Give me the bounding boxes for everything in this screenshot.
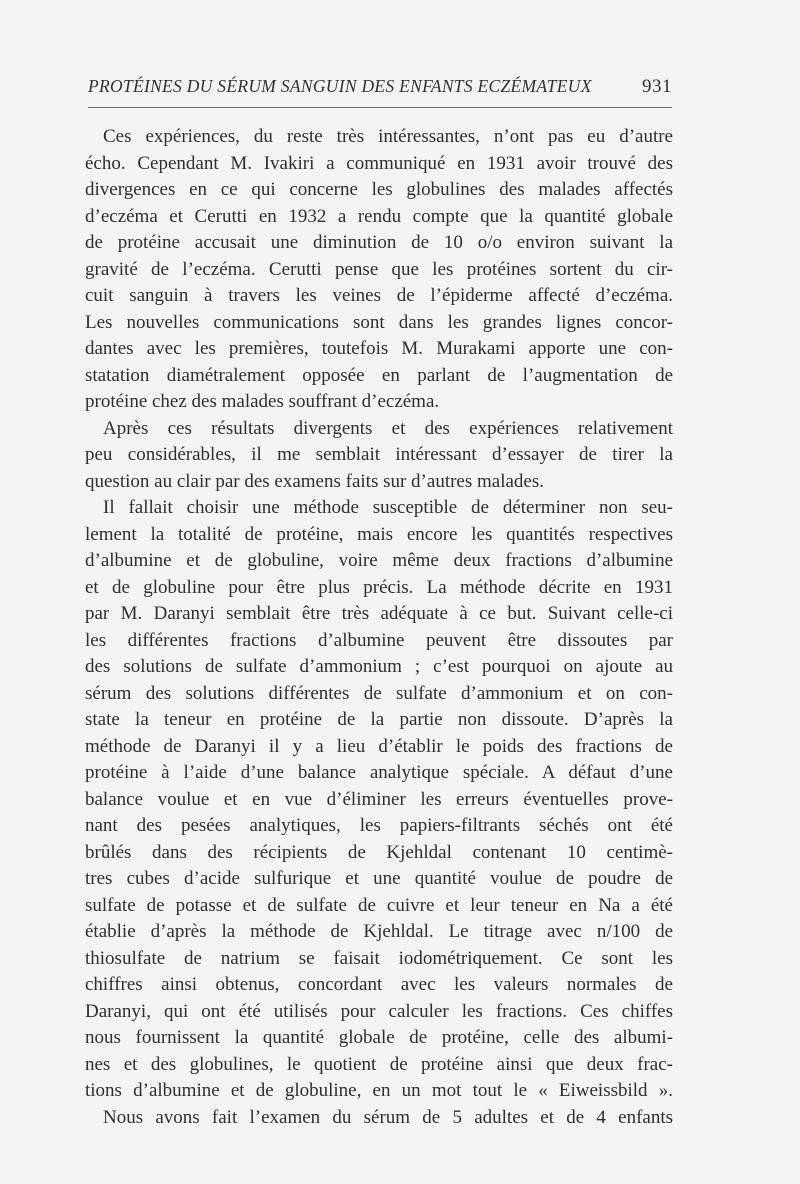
header-rule [88,107,672,108]
text-line: Il fallait choisir une méthode susceptible de déterminer non seu- [103,497,673,518]
running-head [88,76,672,106]
text-line: thiosulfate de natrium se faisait iodométriquement. Ce sont les [85,947,673,969]
text-line: nous fournissent la quantité globale de protéine, celle des albumi- [85,1027,673,1048]
text-line: chiffres ainsi obtenus, concordant avec les valeurs normales de [85,974,673,995]
text-line: d’eczéma et Cerutti en 1932 a rendu compte que la quantité globale [85,205,673,227]
body-text [85,124,673,1131]
text-line: tions d’albumine et de globuline, en un mot tout le « Eiweissbild ». [85,1080,673,1101]
text-line: de protéine accusait une diminution de 10 o/o environ suivant la [85,232,673,253]
text-line: state la teneur en protéine de la partie non dissoute. D’après la [85,709,673,730]
text-line: Après ces résultats divergents et des expériences relativement [103,417,673,439]
text-line: Nous avons fait l’examen du sérum de 5 adultes et de 4 enfants [103,1106,673,1128]
text-line: les différentes fractions d’albumine peuvent être dissoutes par [85,629,673,651]
text-line: et de globuline pour être plus précis. La méthode décrite en 1931 [85,576,673,598]
text-line: nes et des globulines, le quotient de protéine ainsi que deux frac- [85,1053,673,1075]
text-line: divergences en ce qui concerne les globulines des malades affectés [85,179,673,200]
text-line: question au clair par des examens faits sur d’autres malades. [85,470,545,492]
text-line: protéine à l’aide d’une balance analytique spéciale. A défaut d’une [85,762,673,783]
text-line: cuit sanguin à travers les veines de l’épiderme affecté d’eczéma. [85,285,673,306]
text-line: méthode de Daranyi il y a lieu d’établir le poids des fractions de [85,735,673,757]
text-line: statation diamétralement opposée en parlant de l’augmentation de [85,364,673,386]
text-line: nant des pesées analytiques, les papiers-filtrants séchés ont été [85,815,673,836]
page-number: 931 [642,76,672,97]
text-line: établie d’après la méthode de Kjehldal. Le titrage avec n/100 de [85,921,673,942]
text-line: peu considérables, il me semblait intéressant d’essayer de tirer la [85,444,673,465]
text-line: balance voulue et en vue d’éliminer les erreurs éventuelles prove- [85,788,673,810]
text-line: des solutions de sulfate d’ammonium ; c’est pourquoi on ajoute au [85,656,673,677]
text-line: écho. Cependant M. Ivakiri a communiqué en 1931 avoir trouvé des [85,152,673,174]
text-line: par M. Daranyi semblait être très adéquate à ce but. Suivant celle-ci [85,603,673,624]
text-line: tres cubes d’acide sulfurique et une quantité voulue de poudre de [85,868,673,889]
text-line: Les nouvelles communications sont dans les grandes lignes concor- [85,311,673,333]
text-line: protéine chez des malades souffrant d’eczéma. [85,391,440,412]
text-line: d’albumine et de globuline, voire même deux fractions d’albumine [85,550,673,571]
text-line: brûlés dans des récipients de Kjehldal contenant 10 centimè- [85,841,673,863]
text-line: gravité de l’eczéma. Cerutti pense que les protéines sortent du cir- [85,258,673,280]
text-line: dantes avec les premières, toutefois M. Murakami apporte une con- [85,338,673,359]
text-line: sulfate de potasse et de sulfate de cuivre et leur teneur en Na a été [85,894,673,916]
running-title: PROTÉINES DU SÉRUM SANGUIN DES ENFANTS ECZÉMATEUX [88,76,592,96]
text-line: Ces expériences, du reste très intéressantes, n’ont pas eu d’autre [103,126,673,147]
text-line: Daranyi, qui ont été utilisés pour calculer les fractions. Ces chiffes [85,1000,673,1022]
text-line: sérum des solutions différentes de sulfate d’ammonium et on con- [85,682,673,704]
text-line: lement la totalité de protéine, mais encore les quantités respectives [85,523,673,545]
